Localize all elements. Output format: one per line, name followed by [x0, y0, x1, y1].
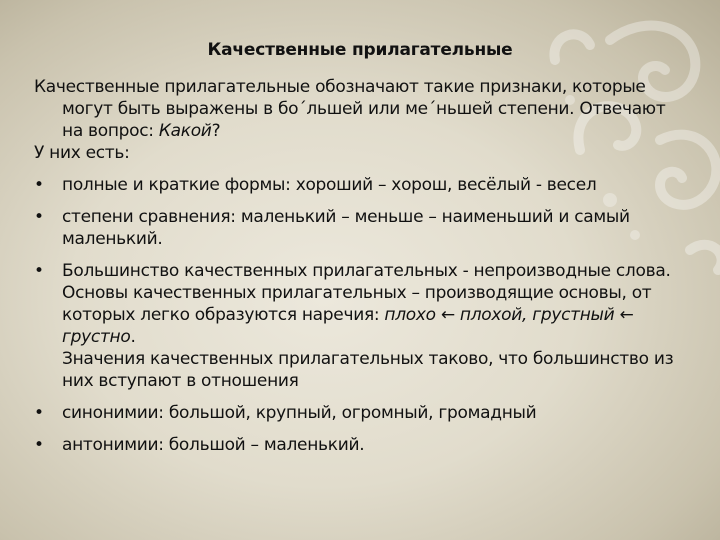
bullet-text: антонимии: большой – маленький.: [62, 435, 365, 455]
bullet-extra-text: Значения качественных прилагательных таково, что большинство из них вступают в отношения: [62, 349, 674, 391]
intro-paragraph: [34, 76, 684, 164]
bullet-icon: •: [34, 403, 44, 423]
slide-title: Качественные прилагательные: [207, 40, 513, 60]
bullet-icon: •: [34, 175, 44, 195]
list-item: [34, 260, 684, 392]
bullet-text-after: .: [130, 327, 136, 347]
intro-text: Качественные прилагательные обозначают такие признаки, которые могут быть выражены в бо´льшей или ме´ньшей степени. Отвечают на вопрос:: [34, 77, 666, 141]
bullet-text: Большинство качественных прилагательных - непроизводные слова. Основы качественных прилагательных – производящие основы, от которых легко образуются наречия:: [62, 261, 671, 325]
list-item: [34, 402, 684, 424]
bullet-icon: •: [34, 207, 44, 227]
slide-body: [34, 76, 684, 456]
intro-question: Какой: [158, 121, 212, 141]
list-item: [34, 174, 684, 196]
bullet-list: [34, 174, 684, 456]
bullet-icon: •: [34, 435, 44, 455]
bullet-text: полные и краткие формы: хороший – хорош, весёлый - весел: [62, 175, 597, 195]
bullet-example-italic: плохо ← плохой, грустный ← грустно: [62, 305, 634, 347]
intro-line2: У них есть:: [34, 143, 130, 163]
bullet-text: степени сравнения: маленький – меньше – наименьший и самый маленький.: [62, 207, 630, 249]
list-item: [34, 434, 684, 456]
intro-question-mark: ?: [211, 121, 221, 141]
list-item: [34, 206, 684, 250]
bullet-text: синонимии: большой, крупный, огромный, громадный: [62, 403, 537, 423]
bullet-icon: •: [34, 261, 44, 281]
